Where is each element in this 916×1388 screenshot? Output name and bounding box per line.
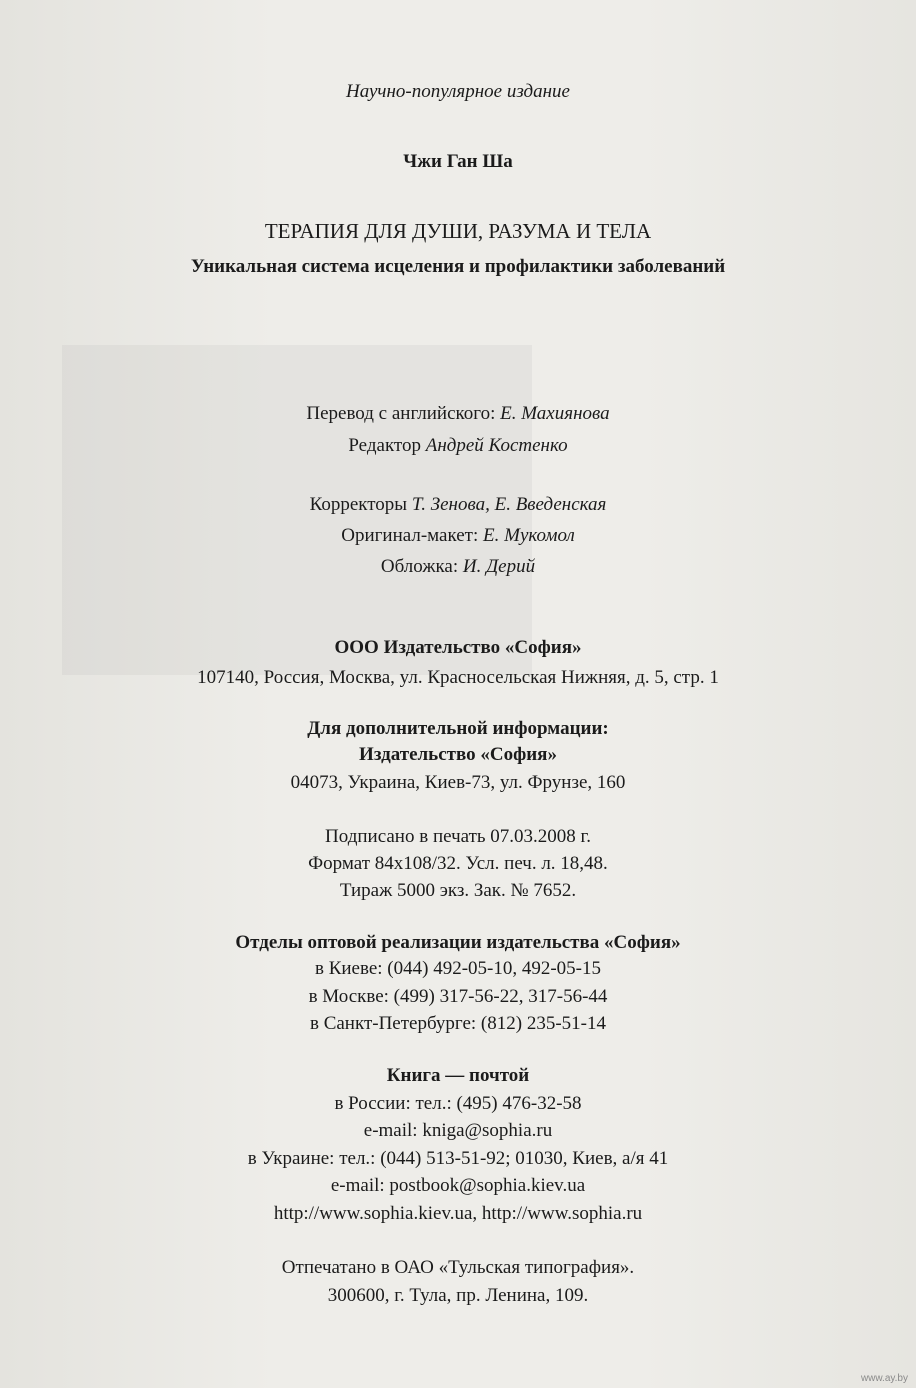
signed-date: Подписано в печать 07.03.2008 г. <box>325 826 591 847</box>
mail-russia-phone: в России: тел.: (495) 476-32-58 <box>334 1093 582 1114</box>
mail-heading: Книга — почтой <box>386 1065 530 1086</box>
wholesale-moscow: в Москве: (499) 317-56-22, 317-56-44 <box>308 986 608 1007</box>
editor-credit: Редактор Андрей Костенко <box>348 435 568 456</box>
info-heading: Для дополнительной информации: <box>307 718 609 739</box>
layout-credit: Оригинал-макет: Е. Мукомол <box>341 525 575 546</box>
mail-russia-email: e-mail: kniga@sophia.ru <box>363 1120 553 1141</box>
publisher-address: 107140, Россия, Москва, ул. Красносельская Нижняя, д. 5, стр. 1 <box>197 667 719 688</box>
watermark: www.ay.by <box>860 1373 908 1384</box>
publisher-name: ООО Издательство «София» <box>334 637 582 658</box>
book-subtitle: Уникальная система исцеления и профилактики заболеваний <box>190 256 726 277</box>
printed-by: Отпечатано в ОАО «Тульская типография». <box>281 1257 635 1278</box>
wholesale-spb: в Санкт-Петербурге: (812) 235-51-14 <box>309 1013 606 1034</box>
info-address: 04073, Украина, Киев-73, ул. Фрунзе, 160 <box>290 772 626 793</box>
printer-address: 300600, г. Тула, пр. Ленина, 109. <box>327 1285 589 1306</box>
edition-type: Научно-популярное издание <box>345 81 570 102</box>
cover-credit: Обложка: И. Дерий <box>380 556 536 577</box>
print-format: Формат 84х108/32. Усл. печ. л. 18,48. <box>308 853 608 874</box>
publisher-websites: http://www.sophia.kiev.ua, http://www.sophia.ru <box>273 1203 643 1224</box>
mail-ukraine-email: e-mail: postbook@sophia.kiev.ua <box>330 1175 586 1196</box>
author-name: Чжи Ган Ша <box>403 151 513 172</box>
book-title: ТЕРАПИЯ ДЛЯ ДУШИ, РАЗУМА И ТЕЛА <box>264 219 652 243</box>
print-run: Тираж 5000 экз. Зак. № 7652. <box>339 880 577 901</box>
wholesale-heading: Отделы оптовой реализации издательства «София» <box>235 932 681 953</box>
mail-ukraine-phone: в Украине: тел.: (044) 513-51-92; 01030, Киев, а/я 41 <box>247 1148 669 1169</box>
info-publisher: Издательство «София» <box>359 744 557 765</box>
proofreaders-credit: Корректоры Т. Зенова, Е. Введенская <box>309 494 607 515</box>
translation-credit: Перевод с английского: Е. Махиянова <box>306 403 610 424</box>
wholesale-kiev: в Киеве: (044) 492-05-10, 492-05-15 <box>314 958 602 979</box>
